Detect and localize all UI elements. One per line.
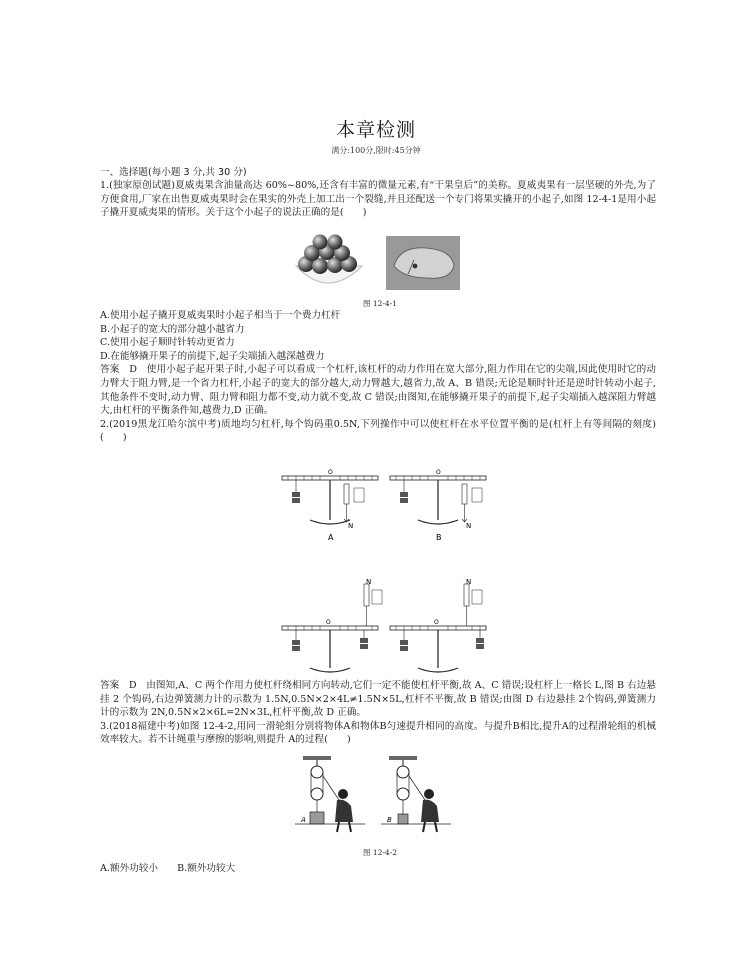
q1-options <box>100 309 656 445</box>
opener-photo-image <box>386 236 460 290</box>
pivot-label-b: O <box>436 469 441 476</box>
macadamia-bowl-image <box>296 235 362 284</box>
label-b: B <box>436 533 442 542</box>
object-label-b: B <box>387 816 392 824</box>
q1-stem: 1.(独家原创试题)夏威夷果含油量高达 60%~80%,还含有丰富的微量元素,有“干果皇后”的美称。夏威夷果有一层坚硬的外壳,为了方便食用,厂家在出售夏威夷果时会在果实的外壳上加工出一个裂缝,并且还配送一个专门将果实撬开的小起子,如图 12-4-1是用小起子撬开夏威夷果的情形。关于这个小起子的说法正确的是( ) <box>100 180 656 219</box>
q1-option-b: B.小起子的宽大的部分越小越省力 <box>100 323 245 335</box>
pivot-label-a: O <box>328 469 333 476</box>
lever-diagram-b <box>390 469 486 542</box>
q2-stem: 2.(2019黑龙江哈尔滨中考)质地均匀杠杆,每个钩码重0.5N,下列操作中可以使杠杆在水平位置平衡的是(杠杆上有等间隔的刻度)( ) <box>100 418 656 444</box>
q3-options: A.额外功较小 B.额外功较大 <box>100 863 236 874</box>
worker-figure-a <box>335 789 353 832</box>
q1-answer: 答案 D 使用小起子起开果子时,小起子可以看成一个杠杆,该杠杆的动力作用在宽大部分,阻力作用在它的尖端,因此使用时它的动力臂大于阻力臂,是一个省力杠杆,小起子的宽大的部分越大,动力臂越大,越省力,故 A、B 错误;无论是顺时针还是逆时针转动小起子,其他条件不变时,动力臂、阻力臂和阻力都不变,动力就不变,故 C 错误;由图知,在能够撬开果子的前提下,起子尖端插入越深阻力臂越大,由杠杆的平衡条件知,越费力,D 正确。 <box>100 364 656 417</box>
q2-answer-block <box>100 679 656 747</box>
lever-diagram-c <box>282 578 382 680</box>
q2-answer: 答案 D 由图知,A、C 两个作用力使杠杆绕相同方向转动,它们一定不能使杠杆平衡,故 A、C 错误;设杠杆上一格长 L,图 B 右边悬挂 2 个钩码,右边弹簧测力计的示数为 1.5N,0.5N×2×4L≠1.5N×5L,杠杆不平衡,故 B 错误;由图 D 右边悬挂 2个钩码,弹簧测力计的示数为 2N,0.5N×2×6L=2N×3L,杠杆平衡,故 D 正确。 <box>100 680 656 719</box>
q3-figure-caption: 图 12-4-2 <box>362 848 398 857</box>
spring-unit-a: N <box>348 522 354 530</box>
q3-pulley-figure <box>295 756 455 834</box>
label-a: A <box>328 533 334 542</box>
spring-unit-c: N <box>366 578 372 586</box>
pivot-label-d: O <box>434 619 439 626</box>
pivot-label-c: O <box>326 619 331 626</box>
pulley-scene-a <box>295 756 365 832</box>
worker-figure-b <box>421 789 439 832</box>
object-label-a: A <box>301 816 306 824</box>
section-heading: 一、选择题(每小题 3 分,共 30 分) <box>100 167 247 178</box>
pulley-scene-b <box>381 756 451 832</box>
q1-option-c: C.使用小起子顺时针转动更省力 <box>100 337 235 349</box>
q1-option-a: A.使用小起子撬开夏威夷果时小起子相当于一个费力杠杆 <box>100 310 341 321</box>
spring-unit-b: N <box>466 522 472 530</box>
q1-text <box>100 179 656 220</box>
spring-unit-d: N <box>466 578 472 586</box>
lever-diagram-a <box>282 469 378 542</box>
q1-figure <box>290 232 470 294</box>
lever-diagram-d <box>390 578 486 680</box>
q1-figure-caption: 图 12-4-1 <box>362 299 398 308</box>
q3-stem: 3.(2018福建中考)如图 12-4-2,用同一滑轮组分别将物体A和物体B匀速提升相同的高度。与提升B相比,提升A的过程滑轮组的机械效率较大。若不计绳重与摩擦的影响,则提升 A的过程( ) <box>100 720 656 746</box>
page-title: 本章检测 <box>335 119 416 141</box>
q2-lever-figures <box>270 460 500 680</box>
page-subtitle: 满分:100分,限时:45分钟 <box>331 146 421 155</box>
q1-option-d: D.在能够撬开果子的前提下,起子尖端插入越深越费力 <box>100 350 325 362</box>
